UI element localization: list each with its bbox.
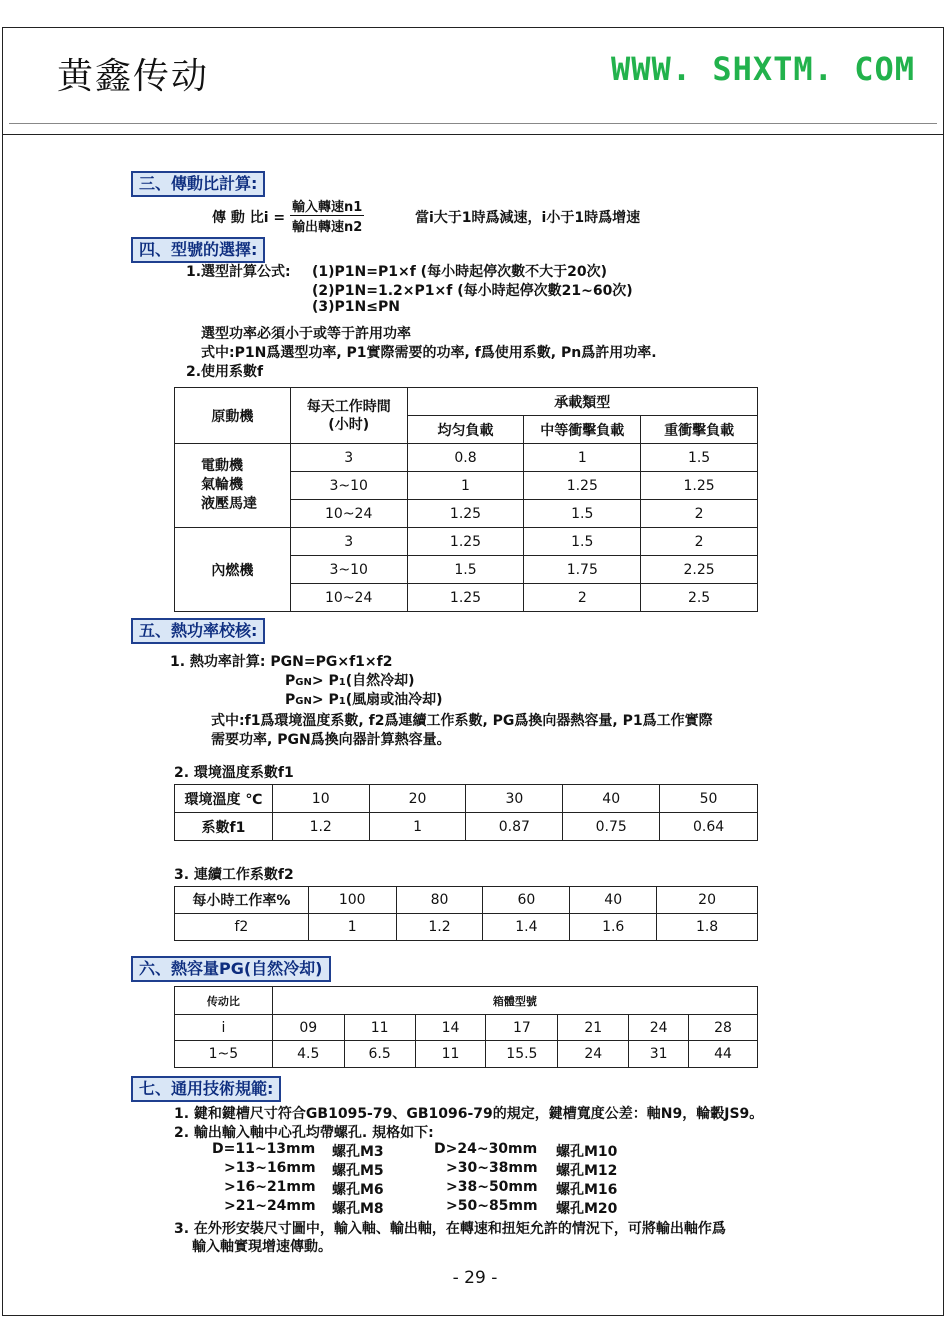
table-cell: 2 bbox=[641, 528, 758, 556]
table-cell: 1.4 bbox=[483, 914, 570, 941]
pgn-p: P bbox=[285, 673, 296, 689]
table-cell: 2 bbox=[524, 584, 641, 612]
table-cell: 40 bbox=[563, 785, 660, 813]
page-number: - 29 - bbox=[452, 1268, 498, 1288]
table-cell: 09 bbox=[272, 1015, 344, 1041]
table-cell: 2.5 bbox=[641, 584, 758, 612]
table-cell: 1.25 bbox=[641, 472, 758, 500]
table-cell: 0.87 bbox=[466, 813, 563, 841]
table-cell: 20 bbox=[369, 785, 466, 813]
table-cell: 0.75 bbox=[563, 813, 660, 841]
section-6-title: 六、熱容量PG(自然冷却) bbox=[131, 956, 331, 982]
table-cell: 1 bbox=[369, 813, 466, 841]
spec-thread: 螺孔M3 bbox=[332, 1144, 384, 1160]
gt-p: > P bbox=[311, 673, 339, 689]
natural-cooling: (自然冷却) bbox=[345, 673, 415, 689]
pgn-sub: GN bbox=[295, 677, 312, 688]
header-hours: 每天工作時間 (小时) bbox=[290, 388, 407, 444]
table-cell: 15.5 bbox=[486, 1041, 558, 1068]
formula-1: (1)P1N=P1×f (每小時起停次數不大于20次) bbox=[312, 264, 607, 280]
selection-note-2: 式中:P1N爲選型功率, P1實際需要的功率, f爲使用系數, Pn爲許用功率. bbox=[201, 345, 657, 361]
section-4-title: 四、型號的選擇: bbox=[131, 237, 265, 263]
table-cell: 10~24 bbox=[290, 584, 407, 612]
ratio-label: 傳 動 比i = bbox=[212, 210, 286, 226]
table-cell: 1.25 bbox=[524, 472, 641, 500]
table-cell: 1 bbox=[524, 444, 641, 472]
header-ratio: 传动比 bbox=[175, 987, 273, 1015]
spec-line-3: 3. 在外形安裝尺寸圖中，輸入軸、輸出軸，在轉速和扭矩允許的情況下，可將輸出軸作爲 bbox=[174, 1221, 726, 1237]
ratio-denominator: 輸出轉速n2 bbox=[292, 220, 363, 235]
table-cell: 11 bbox=[415, 1041, 486, 1068]
table-cell: i bbox=[175, 1015, 273, 1041]
table-cell: 1.25 bbox=[407, 500, 524, 528]
header-heavy-shock: 重衝擊負載 bbox=[641, 416, 758, 444]
table-cell: 100 bbox=[308, 887, 396, 914]
table-cell: 系數f1 bbox=[175, 813, 273, 841]
ratio-numerator: 輸入轉速n1 bbox=[290, 196, 364, 216]
brand-logo: 黄鑫传动 bbox=[57, 56, 210, 97]
formula-label: 1.選型計算公式: bbox=[186, 264, 291, 280]
header-prime-mover: 原動機 bbox=[175, 388, 291, 444]
spec-line-1: 1. 鍵和鍵槽尺寸符合GB1095-79、GB1096-79的規定，鍵槽寬度公差：軸N9，輪轂JS9。 bbox=[174, 1106, 764, 1122]
table-cell: 1.6 bbox=[570, 914, 657, 941]
ambient-factor-table bbox=[174, 784, 758, 841]
selection-note-1: 選型功率必須小于或等于許用功率 bbox=[201, 326, 411, 342]
spec-size: >38~50mm bbox=[446, 1179, 538, 1195]
table-cell: 1.75 bbox=[524, 556, 641, 584]
spec-size: >16~21mm bbox=[224, 1179, 316, 1195]
spec-size: >21~24mm bbox=[224, 1198, 316, 1214]
table-cell: 1.5 bbox=[641, 444, 758, 472]
table-cell: 60 bbox=[483, 887, 570, 914]
table-cell: 17 bbox=[486, 1015, 558, 1041]
spec-thread: 螺孔M5 bbox=[332, 1163, 384, 1179]
table-cell: 4.5 bbox=[272, 1041, 344, 1068]
table-cell: 2.25 bbox=[641, 556, 758, 584]
table-cell: 24 bbox=[629, 1015, 689, 1041]
table-cell: 21 bbox=[558, 1015, 629, 1041]
spec-thread: 螺孔M10 bbox=[556, 1144, 618, 1160]
thermal-condition-1 bbox=[285, 670, 414, 690]
table-cell: 1.25 bbox=[407, 584, 524, 612]
spec-line-4: 輸入軸實現增速傳動。 bbox=[192, 1239, 332, 1255]
spec-thread: 螺孔M20 bbox=[556, 1201, 618, 1217]
table-cell: 3~10 bbox=[290, 472, 407, 500]
table-cell: 1.2 bbox=[272, 813, 369, 841]
table-cell: 40 bbox=[570, 887, 657, 914]
thermal-note-1: 式中:f1爲環境溫度系數, f2爲連續工作系數, PG爲換向器熱容量, P1爲工作實際 bbox=[211, 713, 713, 729]
table-cell: 1~5 bbox=[175, 1041, 273, 1068]
header-medium-shock: 中等衝擊負載 bbox=[524, 416, 641, 444]
table-cell: 每小時工作率% bbox=[175, 887, 309, 914]
table-cell: 14 bbox=[415, 1015, 486, 1041]
table-cell: 6.5 bbox=[344, 1041, 415, 1068]
section-7-title: 七、通用技術規範: bbox=[131, 1076, 281, 1102]
page-header bbox=[3, 28, 943, 135]
table-cell: 1 bbox=[308, 914, 396, 941]
table-cell: 環境溫度 ℃ bbox=[175, 785, 273, 813]
service-factor-table bbox=[174, 387, 758, 612]
group-combustion: 內燃機 bbox=[175, 528, 291, 612]
table-cell: 31 bbox=[629, 1041, 689, 1068]
p1-sub: 1 bbox=[338, 696, 346, 707]
spec-size: D=11~13mm bbox=[212, 1141, 316, 1157]
fan-cooling: (風扇或油冷却) bbox=[345, 692, 443, 708]
table-cell: 44 bbox=[689, 1041, 758, 1068]
pgn-p: P bbox=[285, 692, 296, 708]
thermal-formula: 1. 熱功率計算: PGN=PG×f1×f2 bbox=[170, 654, 393, 670]
table-cell: f2 bbox=[175, 914, 309, 941]
section-5-title: 五、熱功率校核: bbox=[131, 618, 265, 644]
table-cell: 0.64 bbox=[660, 813, 758, 841]
thermal-note-2: 需要功率, PGN爲換向器計算熱容量。 bbox=[211, 732, 451, 748]
spec-thread: 螺孔M8 bbox=[332, 1201, 384, 1217]
header-load-type: 承載類型 bbox=[407, 388, 757, 416]
duty-factor-table bbox=[174, 886, 758, 941]
spec-size: >30~38mm bbox=[446, 1160, 538, 1176]
table-cell: 1.5 bbox=[524, 500, 641, 528]
header-even-load: 均匀負載 bbox=[407, 416, 524, 444]
spec-size: >50~85mm bbox=[446, 1198, 538, 1214]
gt-p: > P bbox=[311, 692, 339, 708]
table-cell: 3~10 bbox=[290, 556, 407, 584]
spec-thread: 螺孔M6 bbox=[332, 1182, 384, 1198]
formula-3: (3)P1N≤PN bbox=[312, 299, 400, 315]
table-cell: 20 bbox=[657, 887, 758, 914]
table-cell: 1 bbox=[407, 472, 524, 500]
table-cell: 0.8 bbox=[407, 444, 524, 472]
table-cell: 10 bbox=[272, 785, 369, 813]
website-url[interactable]: WWW. SHXTM. COM bbox=[611, 50, 915, 88]
table-cell: 1.25 bbox=[407, 528, 524, 556]
table-cell: 1.2 bbox=[396, 914, 483, 941]
formula-2: (2)P1N=1.2×P1×f (每小時起停次數21~60次) bbox=[312, 283, 633, 299]
service-factor-heading: 2.使用系數f bbox=[186, 364, 264, 380]
table-cell: 10~24 bbox=[290, 500, 407, 528]
ratio-fraction bbox=[290, 196, 364, 235]
table-cell: 30 bbox=[466, 785, 563, 813]
table-cell: 11 bbox=[344, 1015, 415, 1041]
header-rule bbox=[9, 123, 937, 124]
ambient-factor-heading: 2. 環境溫度系數f1 bbox=[174, 765, 294, 781]
table-cell: 1.5 bbox=[524, 528, 641, 556]
spec-size: >13~16mm bbox=[224, 1160, 316, 1176]
spec-thread: 螺孔M16 bbox=[556, 1182, 618, 1198]
header-housing-model: 箱體型號 bbox=[272, 987, 757, 1015]
p1-sub: 1 bbox=[338, 677, 346, 688]
table-cell: 2 bbox=[641, 500, 758, 528]
table-cell: 50 bbox=[660, 785, 758, 813]
table-cell: 3 bbox=[290, 444, 407, 472]
group-electric: 電動機 氣輪機 液壓馬達 bbox=[175, 444, 291, 528]
spec-size: D>24~30mm bbox=[434, 1141, 538, 1157]
table-cell: 3 bbox=[290, 528, 407, 556]
table-cell: 28 bbox=[689, 1015, 758, 1041]
thermal-condition-2 bbox=[285, 689, 442, 709]
table-cell: 1.8 bbox=[657, 914, 758, 941]
table-cell: 1.5 bbox=[407, 556, 524, 584]
ratio-note: 當i大于1時爲減速，i小于1時爲增速 bbox=[415, 210, 641, 226]
spec-thread: 螺孔M12 bbox=[556, 1163, 618, 1179]
spec-line-2: 2. 輸出輸入軸中心孔均帶螺孔. 規格如下: bbox=[174, 1125, 434, 1141]
thermal-capacity-table bbox=[174, 986, 758, 1068]
section-3-title: 三、傳動比計算: bbox=[131, 171, 265, 197]
table-cell: 80 bbox=[396, 887, 483, 914]
table-cell: 24 bbox=[558, 1041, 629, 1068]
duty-factor-heading: 3. 連續工作系數f2 bbox=[174, 867, 294, 883]
pgn-sub: GN bbox=[295, 696, 312, 707]
